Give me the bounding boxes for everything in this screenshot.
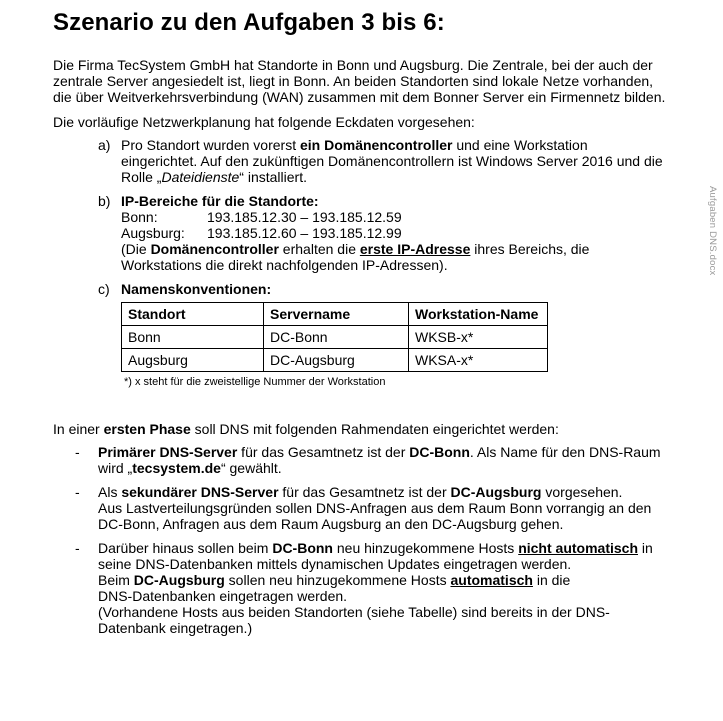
table-header-cell: Workstation-Name bbox=[409, 303, 548, 326]
table-header-cell: Standort bbox=[122, 303, 264, 326]
text-line: Primärer DNS-Server für das Gesamtnetz ist der DC-Bonn. Als Name für den DNS-Raum bbox=[98, 444, 661, 460]
table-cell: Augsburg bbox=[122, 349, 264, 372]
text-line: eingerichtet. Auf den zukünftigen Domänencontrollern ist Windows Server 2016 und die bbox=[121, 153, 663, 169]
text-line: Als sekundärer DNS-Server für das Gesamtnetz ist der DC-Augsburg vorgesehen. bbox=[98, 484, 623, 500]
bullet-marker: - bbox=[75, 540, 80, 556]
text-line: Pro Standort wurden vorerst ein Domänencontroller und eine Workstation bbox=[121, 137, 588, 153]
ip-ranges-heading: IP-Bereiche für die Standorte: bbox=[121, 193, 319, 209]
table-cell: WKSA-x* bbox=[409, 349, 548, 372]
naming-heading: Namenskonventionen: bbox=[121, 281, 272, 297]
table-cell: DC-Bonn bbox=[264, 326, 409, 349]
intro-paragraph bbox=[53, 57, 683, 105]
table-cell: Bonn bbox=[122, 326, 264, 349]
page-title: Szenario zu den Aufgaben 3 bis 6: bbox=[53, 9, 445, 36]
planning-paragraph: Die vorläufige Netzwerkplanung hat folgende Eckdaten vorgesehen: bbox=[53, 114, 475, 130]
text-line: seine DNS-Datenbanken mittels dynamischen Updates eingetragen werden. bbox=[98, 556, 572, 572]
text-line: DNS-Datenbanken eingetragen werden. bbox=[98, 588, 348, 604]
text-line: Datenbank eingetragen.) bbox=[98, 620, 253, 636]
intro-line: Die Firma TecSystem GmbH hat Standorte in Bonn und Augsburg. Die Zentrale, bei der auch der bbox=[53, 57, 653, 73]
table-row bbox=[122, 349, 548, 372]
intro-line: zentrale Server angesiedelt ist, liegt in Bonn. An beiden Standorten sind lokale Netze vorhanden, bbox=[53, 73, 654, 89]
text-line: Workstations die direkt nachfolgenden IP-Adressen). bbox=[121, 257, 448, 273]
text-line: Aus Lastverteilungsgründen sollen DNS-Anfragen aus dem Raum Bonn vorrangig an den bbox=[98, 500, 652, 516]
table-row bbox=[122, 326, 548, 349]
intro-line: die über Weitverkehrsverbindung (WAN) zusammen mit dem Bonner Server ein Firmennetz bilden. bbox=[53, 89, 666, 105]
naming-table bbox=[121, 302, 548, 372]
text-line: (Vorhandene Hosts aus beiden Standorten (siehe Tabelle) sind bereits in der DNS- bbox=[98, 604, 610, 620]
phase-paragraph: In einer ersten Phase soll DNS mit folgenden Rahmendaten eingerichtet werden: bbox=[53, 421, 559, 437]
list-marker: c) bbox=[98, 281, 110, 297]
list-marker: b) bbox=[98, 193, 111, 209]
text-line: Darüber hinaus sollen beim DC-Bonn neu hinzugekommene Hosts nicht automatisch in bbox=[98, 540, 653, 556]
table-header-row bbox=[122, 303, 548, 326]
text-line: wird „tecsystem.de“ gewählt. bbox=[98, 460, 282, 476]
text-line: (Die Domänencontroller erhalten die erste IP-Adresse ihres Bereichs, die bbox=[121, 241, 590, 257]
bullet-marker: - bbox=[75, 484, 80, 500]
sidebar-filename-label: Aufgaben DNS.docx bbox=[707, 186, 718, 276]
table-cell: DC-Augsburg bbox=[264, 349, 409, 372]
ip-range-bonn: Bonn: 193.185.12.30 – 193.185.12.59 bbox=[121, 209, 402, 225]
text-line: DC-Bonn, Anfragen aus dem Raum Augsburg an den DC-Augsburg gehen. bbox=[98, 516, 564, 532]
text-line: Beim DC-Augsburg sollen neu hinzugekommene Hosts automatisch in die bbox=[98, 572, 571, 588]
text-line: Rolle „Dateidienste“ installiert. bbox=[121, 169, 307, 185]
list-marker: a) bbox=[98, 137, 111, 153]
table-header-cell: Servername bbox=[264, 303, 409, 326]
bullet-marker: - bbox=[75, 444, 80, 460]
table-cell: WKSB-x* bbox=[409, 326, 548, 349]
ip-range-augsburg: Augsburg: 193.185.12.60 – 193.185.12.99 bbox=[121, 225, 402, 241]
table-footnote: *) x steht für die zweistellige Nummer der Workstation bbox=[124, 376, 386, 388]
